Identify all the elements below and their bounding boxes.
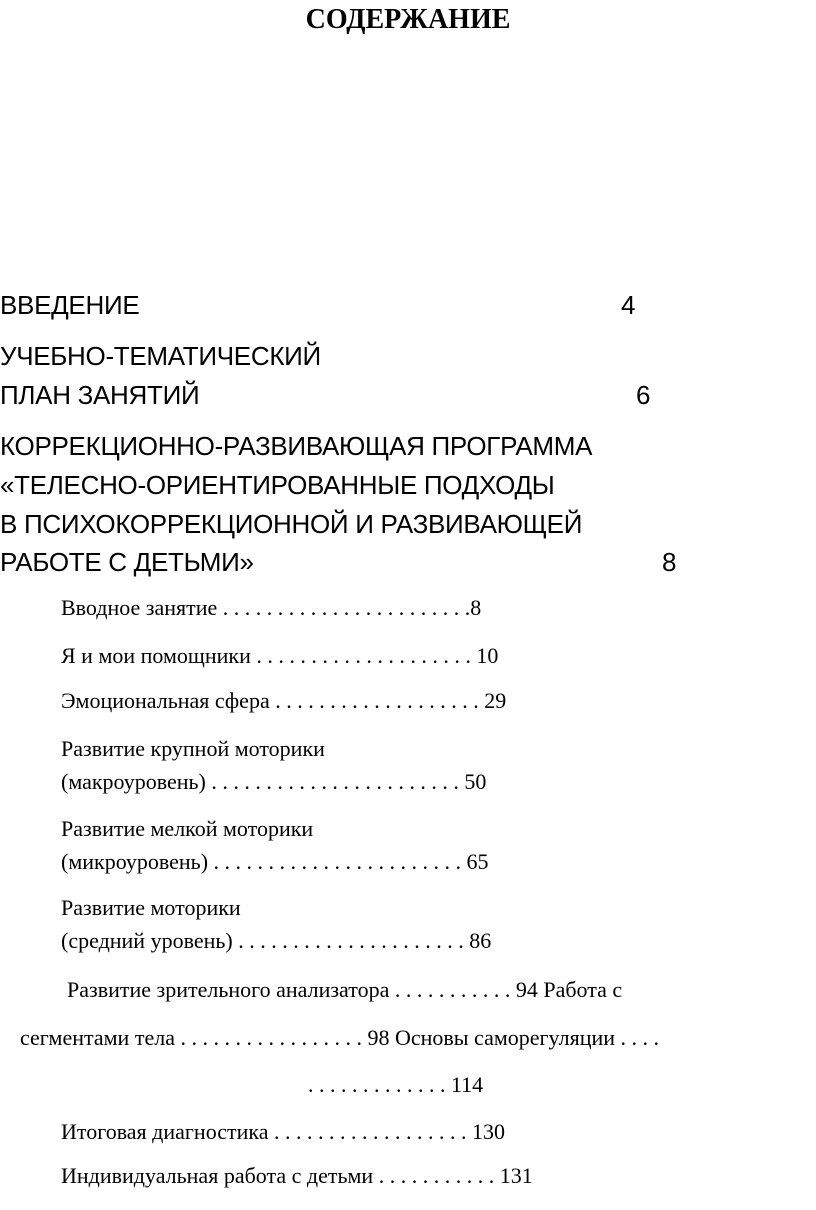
toc-section-program-line-4: РАБОТЕ С ДЕТЬМИ» [0, 547, 254, 577]
toc-section-plan-page: 6 [636, 380, 651, 410]
toc-entry-helpers: Я и мои помощники . . . . . . . . . . . . . . . . . . . . 10 [61, 643, 499, 668]
toc-entry-gross-motor-line-1: Развитие крупной моторики [61, 736, 325, 761]
page-title: СОДЕРЖАНИЕ [305, 4, 511, 35]
toc-section-plan-line-1: УЧЕБНО-ТЕМАТИЧЕСКИЙ [0, 341, 321, 371]
toc-entry-intro-lesson: Вводное занятие . . . . . . . . . . . . . . . . . . . . . . .8 [61, 595, 482, 620]
toc-entry-final-diagnostics: Итоговая диагностика . . . . . . . . . . . . . . . . . . 130 [61, 1119, 506, 1144]
toc-entry-gross-motor-line-2: (макроуровень) . . . . . . . . . . . . . . . . . . . . . . . 50 [61, 769, 487, 794]
toc-entry-fine-motor-line-1: Развитие мелкой моторики [61, 816, 314, 841]
toc-entry-emotional: Эмоциональная сфера . . . . . . . . . . . . . . . . . . . 29 [61, 688, 507, 713]
toc-section-program-line-1: КОРРЕКЦИОННО-РАЗВИВАЮЩАЯ ПРОГРАММА [0, 431, 593, 461]
toc-entry-body-segments: сегментами тела . . . . . . . . . . . . . . . . . 98 Основы саморегуляции . . . . [20, 1025, 660, 1050]
toc-entry-visual-analyzer: Развитие зрительного анализатора . . . . . . . . . . . 94 Работа с [67, 977, 623, 1002]
toc-section-introduction-page: 4 [621, 290, 636, 320]
toc-section-plan-line-2: ПЛАН ЗАНЯТИЙ [0, 380, 200, 410]
toc-entry-fine-motor-line-2: (микроуровень) . . . . . . . . . . . . . . . . . . . . . . . 65 [61, 849, 489, 874]
toc-entry-self-regulation-cont: . . . . . . . . . . . . . 114 [308, 1072, 484, 1097]
toc-section-program-line-3: В ПСИХОКОРРЕКЦИОННОЙ И РАЗВИВАЮЩЕЙ [0, 509, 583, 539]
toc-section-introduction: ВВЕДЕНИЕ [0, 290, 140, 320]
toc-section-program-page: 8 [662, 547, 677, 577]
toc-entry-motor-mid-line-2: (средний уровень) . . . . . . . . . . . . . . . . . . . . . 86 [61, 928, 492, 953]
toc-entry-individual-work: Индивидуальная работа с детьми . . . . . . . . . . . 131 [61, 1163, 533, 1188]
toc-section-program-line-2: «ТЕЛЕСНО-ОРИЕНТИРОВАННЫЕ ПОДХОДЫ [0, 470, 555, 500]
toc-entry-motor-mid-line-1: Развитие моторики [61, 895, 241, 920]
